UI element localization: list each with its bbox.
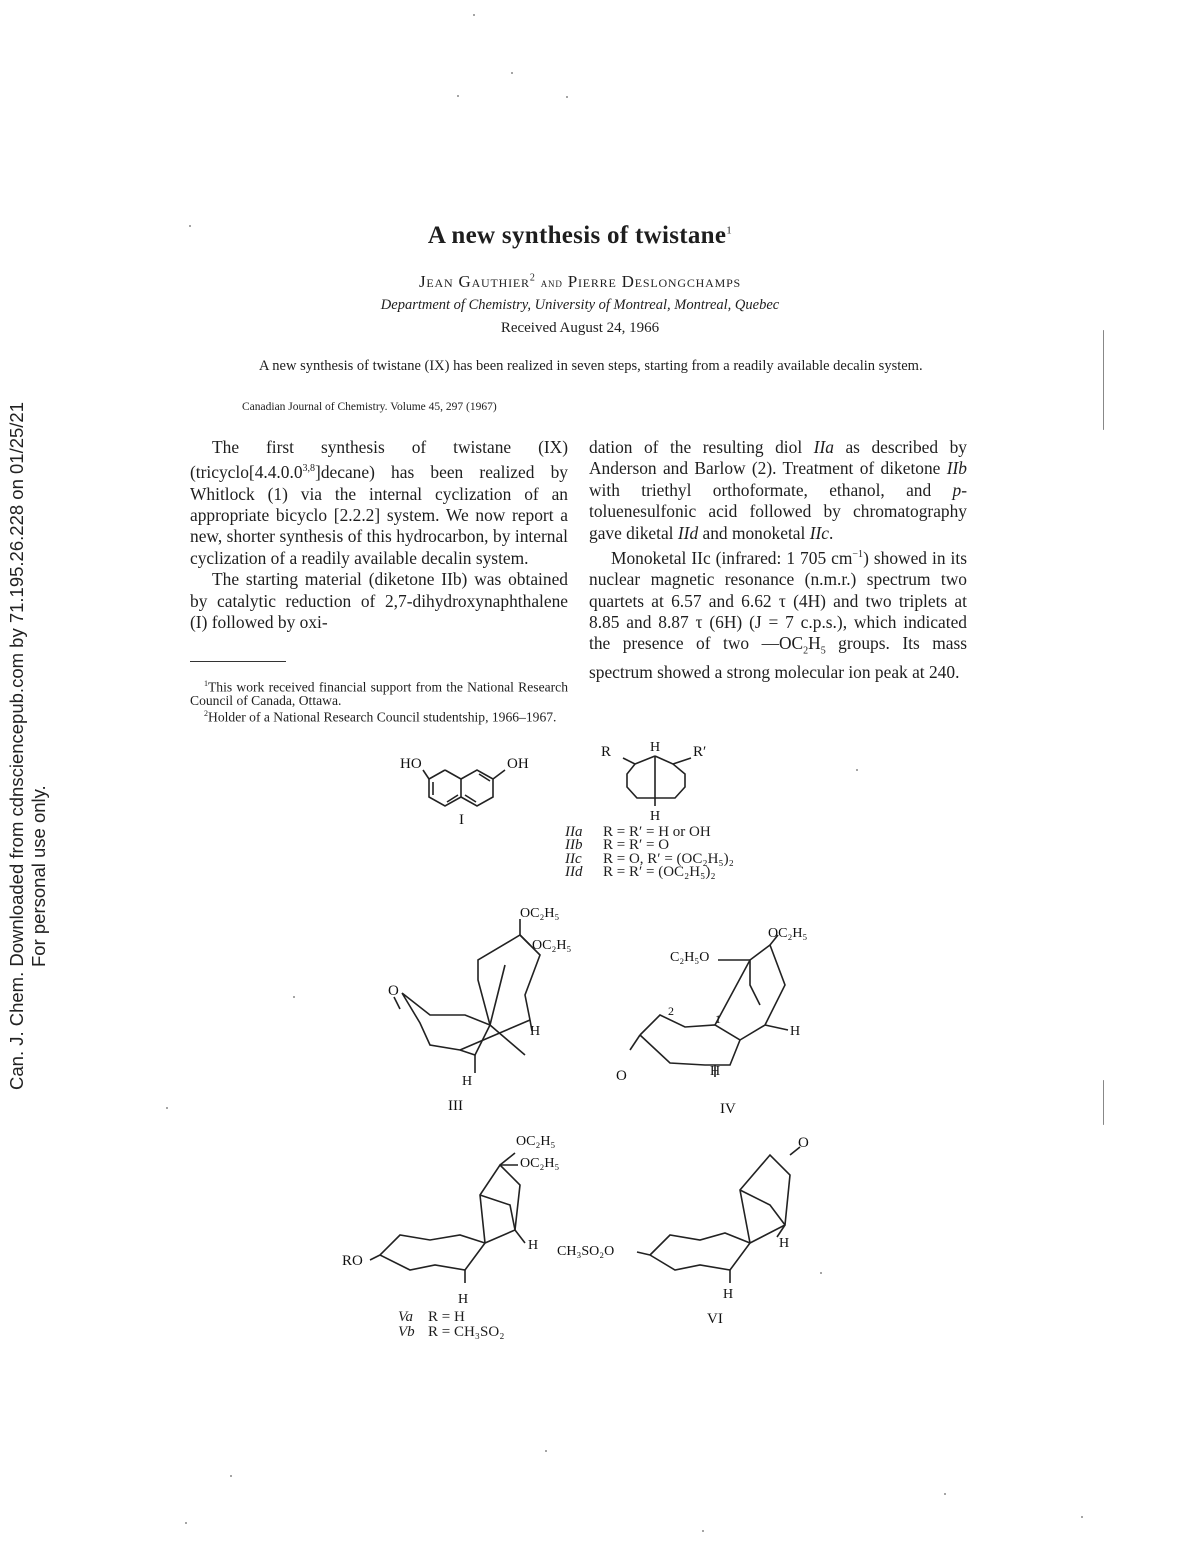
scan-speck [166, 1107, 168, 1109]
r-prime-label: R′ [693, 744, 707, 760]
legend-V [398, 1310, 504, 1340]
oet-top: OC₂H₅ [520, 906, 560, 921]
oh-label: OH [507, 756, 529, 772]
ring-right [461, 770, 493, 806]
h-right: H [779, 1236, 790, 1251]
position-2: 2 [668, 1004, 674, 1018]
scan-speck [566, 96, 568, 98]
paragraph-4: Monoketal IIc (infrared: 1 705 $cm^{-1}$) showed in its nuclear magnetic resonance (n.m.r.) spectrum two quartets at 6.57 and 6.62 τ (4H) and two triplets at 8.85 and 8.87 τ (6H) (J = 7 c.p.s.), which indicated the presence of two $—OC_2H_5$ groups. Its mass spectrum showed a strong molecular ion peak at 240. [589, 547, 967, 683]
oh-bond-right [493, 770, 505, 779]
bridge-inner [480, 1195, 515, 1230]
footnote-2: $^2$Holder of a National Research Council studentship, 1966–1967. [204, 709, 557, 725]
scan-speck [856, 769, 858, 771]
legend-row: Vb R = CH₃SO₂ [398, 1324, 505, 1340]
h-bottom: H [650, 809, 661, 822]
bridge [480, 1165, 520, 1243]
footnote-rule [190, 661, 286, 662]
download-info: Can. J. Chem. Downloaded from cdnsciencepub.com by 71.195.26.228 on 01/25/21 [6, 401, 27, 1090]
compound-label-IV: IV [720, 1101, 736, 1117]
affiliation: Department of Chemistry, University of Montreal, Montreal, Quebec [380, 297, 780, 313]
legend-row: IIb R = R′ = O [565, 837, 670, 854]
scan-speck [1081, 1516, 1083, 1518]
compound-label-I: I [459, 812, 464, 828]
body-column-left [190, 437, 568, 633]
personal-use-note: For personal use only. [28, 785, 49, 967]
mesylate-label: CH₃SO₂O [557, 1244, 615, 1259]
legend-row: IId R = R′ = (OC₂H₅)₂ [565, 864, 716, 881]
scan-speck [511, 72, 513, 74]
scan-speck [230, 1475, 232, 1477]
oet-left: C₂H₅O [670, 950, 710, 965]
abstract: A new synthesis of twistane (IX) has been realized in seven steps, starting from a readily available decalin system. [259, 358, 923, 374]
compound-label-VI: VI [707, 1311, 723, 1327]
legend-row: IIa R = R′ = H or OH [565, 824, 711, 840]
scan-speck [1103, 1080, 1104, 1125]
r-prime-double-bond [673, 758, 691, 764]
authors: Jean Gauthier$^2$ and Pierre Deslongchamps [418, 272, 742, 291]
h-top: H [650, 742, 661, 755]
scan-speck [702, 1530, 704, 1532]
bridge-inner [740, 1190, 785, 1225]
bridge-left [478, 935, 540, 1025]
chair-ring [640, 1015, 740, 1065]
ho-label: HO [400, 756, 422, 772]
h-bottom: H [462, 1074, 473, 1089]
oet-right: OC₂H₅ [532, 938, 572, 953]
position-1: 1 [715, 1012, 721, 1026]
structure-V [340, 1125, 590, 1310]
footnote-1: $^1$This work received financial support from the National Research Council of Canada, Ottawa. [190, 679, 568, 708]
r-double-bond [623, 758, 635, 764]
carbonyl-o: O [798, 1135, 809, 1151]
journal-reference: Canadian Journal of Chemistry. Volume 45, 297 (1967) [242, 401, 497, 413]
paragraph-3: dation of the resulting diol IIa as described by Anderson and Barlow (2). Treatment of diketone IIb with triethyl orthoformate, ethanol, and p-toluenesulfonic acid followed by chromatography gave diketal IId and monoketal IIc. [589, 437, 967, 543]
carbonyl-o: O [388, 983, 399, 999]
oh-bond-left [423, 770, 429, 779]
oet-right: OC₂H₅ [520, 1156, 560, 1171]
chair-ring-left [402, 993, 490, 1055]
legend-row: Va R = H [398, 1309, 465, 1325]
scan-speck [944, 1493, 946, 1495]
bridge-inner [750, 960, 760, 1005]
scan-speck [545, 1450, 547, 1452]
paragraph-1: The first synthesis of twistane (IX) (tricyclo[4.4.0.0$^{3,8}$]decane) has been realized by Whitlock (1) via the internal cyclization of an appropriate bicyclo [2.2.2] system. We now report a new, shorter synthesis of this hydrocarbon, by internal cyclization of a readily available decalin system. [190, 437, 568, 568]
scan-speck [820, 1272, 822, 1274]
h-right: H [790, 1024, 801, 1039]
article-title: A new synthesis of twistane$^1$ [427, 222, 733, 249]
scan-speck [189, 225, 191, 227]
compound-label-III: III [448, 1098, 463, 1114]
bridge-right [490, 965, 505, 1025]
scan-speck [293, 996, 295, 998]
structure-IV [610, 915, 840, 1120]
scan-speck [185, 1522, 187, 1524]
received-date: Received August 24, 1966 [500, 320, 660, 336]
h-bottom: H [723, 1287, 734, 1302]
h-bottom: H [458, 1292, 469, 1307]
oet-right: OC₂H₅ [768, 926, 808, 941]
h-right: H [528, 1238, 539, 1253]
paragraph-2: The starting material (diketone IIb) was obtained by catalytic reduction of 2,7-dihydroxynaphthalene (I) followed by oxi- [190, 569, 568, 633]
legend-II [565, 826, 734, 880]
chair-ring [380, 1235, 485, 1270]
body-column-right [589, 437, 967, 684]
h-right: H [530, 1024, 541, 1039]
ro-label: RO [342, 1253, 363, 1269]
carbonyl-o: O [616, 1068, 627, 1084]
footnotes [190, 677, 568, 724]
h-bottom: H [710, 1064, 721, 1079]
structure-I [395, 748, 555, 828]
structure-II [595, 742, 730, 822]
legend-row: IIc R = O, R′ = (OC₂H₅)₂ [565, 850, 734, 867]
chair-ring [650, 1233, 750, 1270]
scan-speck [457, 95, 459, 97]
structure-III [380, 905, 630, 1115]
scan-speck [473, 14, 475, 16]
oet-top: OC₂H₅ [516, 1134, 556, 1149]
scan-speck [1103, 330, 1104, 430]
r-label: R [601, 744, 612, 760]
structure-VI [555, 1125, 815, 1330]
